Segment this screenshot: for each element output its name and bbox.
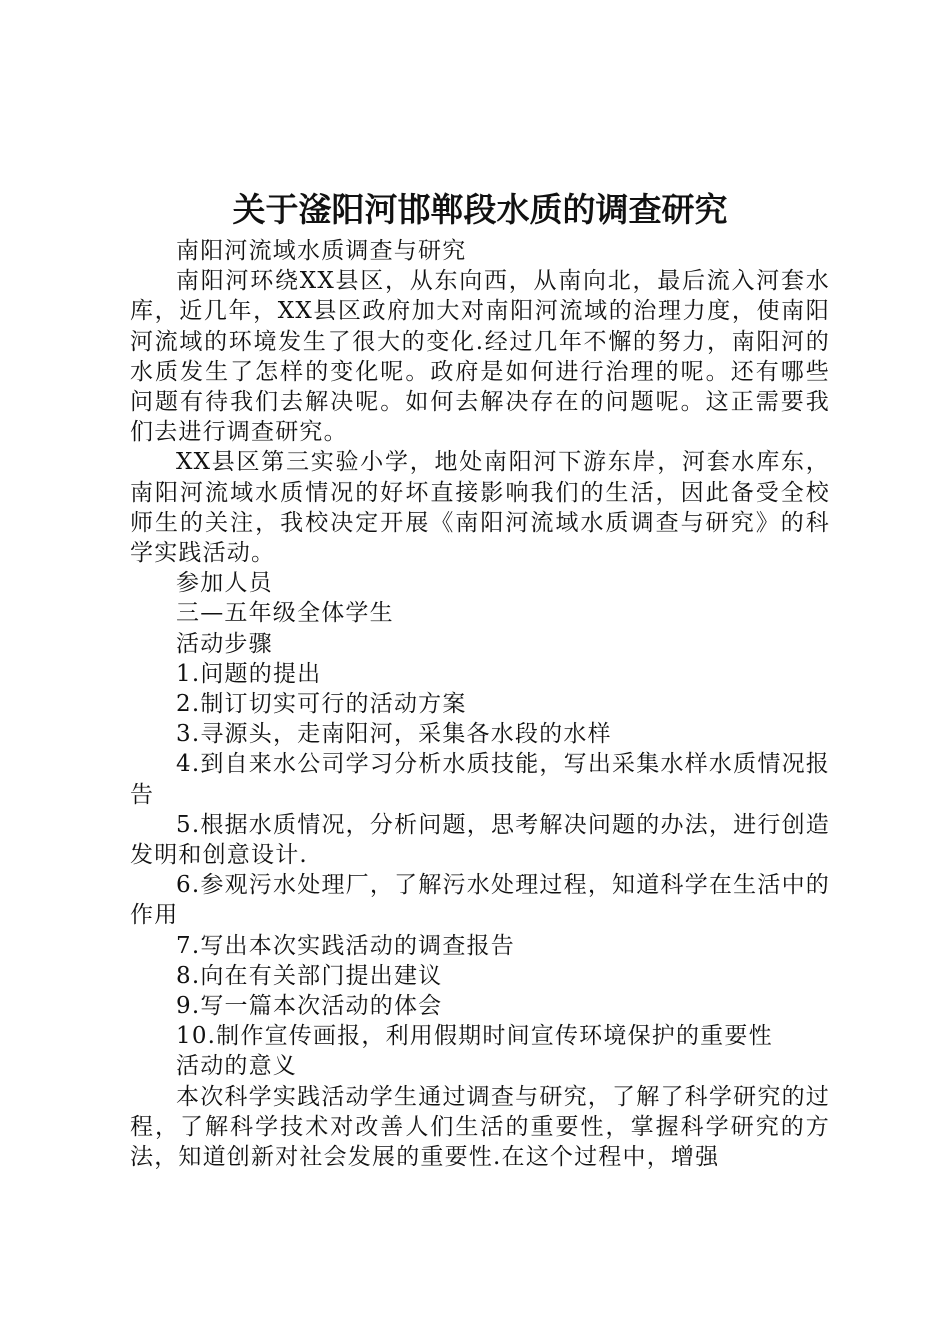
step-item: 1.问题的提出 xyxy=(176,660,322,687)
heading-participants: 参加人员 xyxy=(176,570,273,597)
document-page xyxy=(130,186,830,1172)
paragraph-school: XX县区第三实验小学，地处南阳河下游东岸，河套水库东，南阳河流域水质情况的好坏直接影响我们的生活，因此备受全校师生的关注，我校决定开展《南阳河流域水质调查与研究》的科学实践活动。 xyxy=(130,449,830,567)
step-item: 10.制作宣传画报，利用假期时间宣传环境保护的重要性 xyxy=(176,1023,773,1050)
step-item: 7.写出本次实践活动的调查报告 xyxy=(176,932,515,959)
step-item: 4.到自来水公司学习分析水质技能，写出采集水样水质情况报告 xyxy=(130,751,830,808)
document-body xyxy=(130,236,830,1172)
step-item: 3.寻源头，走南阳河，采集各水段的水样 xyxy=(176,721,612,748)
paragraph-significance: 本次科学实践活动学生通过调查与研究，了解了科学研究的过程，了解科学技术对改善人们生活的重要性，掌握科学研究的方法，知道创新对社会发展的重要性.在这个过程中，增强 xyxy=(130,1083,830,1171)
paragraph-participants: 三—五年级全体学生 xyxy=(176,600,394,627)
heading-steps: 活动步骤 xyxy=(176,630,273,657)
step-item: 2.制订切实可行的活动方案 xyxy=(176,691,467,718)
step-item: 6.参观污水处理厂，了解污水处理过程，知道科学在生活中的作用 xyxy=(130,872,830,929)
paragraph-intro: 南阳河环绕XX县区，从东向西，从南向北，最后流入河套水库，近几年，XX县区政府加大对南阳河流域的治理力度，使南阳河流域的环境发生了很大的变化.经过几年不懈的努力，南阳河的水质发生了怎样的变化呢。政府是如何进行治理的呢。还有哪些问题有待我们去解决呢。如何去解决存在的问题呢。这正需要我们去进行调查研究。 xyxy=(130,268,830,446)
step-item: 9.写一篇本次活动的体会 xyxy=(176,993,443,1020)
document-title: 关于滏阳河邯郸段水质的调查研究 xyxy=(232,190,728,229)
paragraph-subtitle: 南阳河流域水质调查与研究 xyxy=(176,238,467,264)
heading-significance: 活动的意义 xyxy=(176,1053,297,1080)
step-item: 8.向在有关部门提出建议 xyxy=(176,962,443,989)
step-item: 5.根据水质情况，分析问题，思考解决问题的办法，进行创造发明和创意设计. xyxy=(130,811,830,869)
